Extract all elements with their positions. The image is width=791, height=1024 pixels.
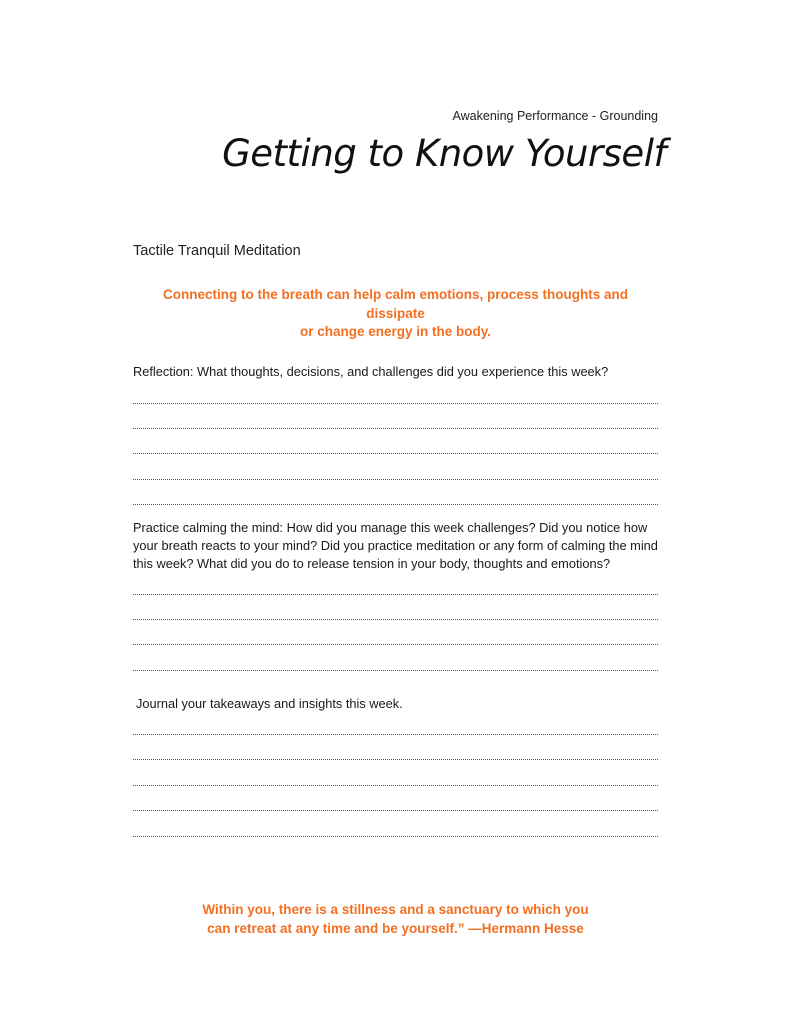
quote-line-2: can retreat at any time and be yourself.” —Hermann Hesse xyxy=(207,921,584,936)
reflection-prompt: Reflection: What thoughts, decisions, and challenges did you experience this week? xyxy=(133,364,609,379)
intro-line-2: or change energy in the body. xyxy=(299,324,492,339)
answer-line[interactable] xyxy=(133,619,658,620)
page-title: Getting to Know Yourself xyxy=(222,132,666,175)
answer-line[interactable] xyxy=(133,759,658,760)
answer-line[interactable] xyxy=(133,453,658,454)
answer-line[interactable] xyxy=(133,836,658,837)
section-label: Tactile Tranquil Meditation xyxy=(133,243,301,259)
answer-line[interactable] xyxy=(133,644,658,645)
answer-line[interactable] xyxy=(133,670,658,671)
answer-line[interactable] xyxy=(133,504,658,505)
quote-line-1: Within you, there is a stillness and a sanctuary to which you xyxy=(202,902,589,917)
answer-line[interactable] xyxy=(133,403,658,404)
answer-line[interactable] xyxy=(133,810,658,811)
closing-quote xyxy=(133,900,658,938)
answer-line[interactable] xyxy=(133,594,658,595)
answer-line[interactable] xyxy=(133,428,658,429)
header-subtitle: Awakening Performance - Grounding xyxy=(452,109,658,123)
calming-mind-prompt: Practice calming the mind: How did you manage this week challenges? Did you notice how your breath reacts to your mind? Did you practice meditation or any form of calming the mind this week? What did you do to release tension in your body, thoughts and emotions? xyxy=(133,520,658,571)
intro-text xyxy=(133,286,658,342)
answer-line[interactable] xyxy=(133,479,658,480)
answer-line[interactable] xyxy=(133,785,658,786)
answer-line[interactable] xyxy=(133,734,658,735)
intro-line-1: Connecting to the breath can help calm emotions, process thoughts and dissipate xyxy=(162,287,629,321)
journal-prompt: Journal your takeaways and insights this week. xyxy=(136,696,403,711)
